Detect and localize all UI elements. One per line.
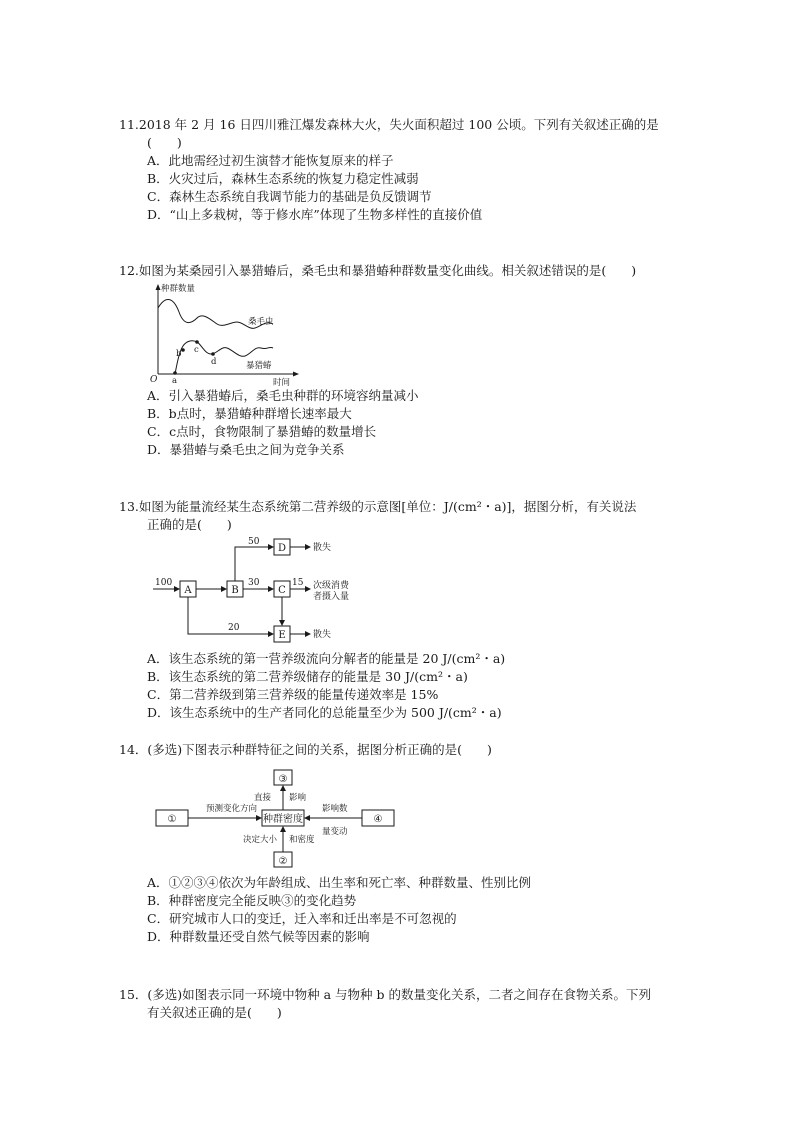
q11-stem: 11.2018 年 2 月 16 日四川雅江爆发森林大火，失火面积超过 100 公顷。下列有关叙述正确的是 [119,117,659,132]
q14-option-a: A．①②③④依次为年龄组成、出生率和死亡率、种群数量、性别比例 [147,875,532,890]
q12-y-arrow [156,284,161,290]
q12-label-c: c [194,345,199,355]
q12-point-a [173,371,177,375]
q14-node-2: ② [278,856,288,867]
q12-label-d: d [211,357,217,367]
q12-option-a: A．引入暴猎蝽后，桑毛虫种群的环境容纳量减小 [147,388,419,403]
q11-option-b: B．火灾过后，森林生态系统的恢复力稳定性减弱 [147,171,419,186]
q12-series-1-label: 桑毛虫 [248,317,274,327]
q14-label-bottom-1: 决定大小 [243,835,278,845]
q14-label-right-2: 量变动 [322,827,348,837]
q13-lost-2: 散失 [313,630,332,640]
q13-value-50: 50 [248,537,260,547]
q14-node-3: ③ [278,774,288,785]
q12-y-label: 种群数量 [161,284,196,294]
q15-stem-cont: 有关叙述正确的是( ) [147,1005,282,1020]
q13-next-level-line1: 次级消费 [313,581,350,591]
q13-value-30: 30 [248,578,260,588]
q14-node-4: ④ [373,814,383,825]
q14-option-c: C．研究城市人口的变迁，迁入率和迁出率是不可忽视的 [147,911,457,926]
q13-energy-flow-figure [150,534,370,646]
q12-x-label: 时间 [273,378,291,388]
q14-label-bottom-2: 和密度 [289,835,315,845]
q13-box-a-label: A [184,585,192,596]
q13-stem-cont: 正确的是( ) [147,517,232,532]
q11-option-c: C．森林生态系统自我调节能力的基础是负反馈调节 [147,189,432,204]
q14-option-b: B．种群密度完全能反映③的变化趋势 [147,893,357,908]
q13-arrow-b-d [235,547,273,581]
q12-origin: O [150,375,158,385]
q14-label-right-1: 影响数 [322,804,348,814]
q13-box-c-label: C [278,585,286,596]
q12-point-c [195,340,199,344]
q12-option-d: D．暴猎蝽与桑毛虫之间为竞争关系 [147,442,345,457]
q12-x-arrow [293,372,299,377]
q13-option-c: C．第二营养级到第三营养级的能量传递效率是 15% [147,687,439,702]
q13-option-a: A．该生态系统的第一营养级流向分解者的能量是 20 J/(cm²・a) [147,651,506,666]
q14-stem: 14．(多选)下图表示种群特征之间的关系，据图分析正确的是( ) [119,742,492,757]
q11-option-d: D．“山上多栽树，等于修水库”体现了生物多样性的直接价值 [147,207,483,222]
q12-label-b: b [176,349,182,359]
q12-option-c: C．c点时，食物限制了暴猎蝽的数量增长 [147,424,377,439]
q11-answer-blank: ( ) [147,135,182,150]
q12-population-figure [145,282,305,388]
q13-next-level-line2: 者摄入量 [313,592,350,602]
q14-option-d: D．种群数量还受自然气候等因素的影响 [147,929,370,944]
q13-value-20: 20 [228,623,240,633]
q12-point-b [181,348,185,352]
q13-option-b: B．该生态系统的第二营养级储存的能量是 30 J/(cm²・a) [147,669,468,684]
q15-stem: 15．(多选)如图表示同一环境中物种 a 与物种 b 的数量变化关系，二者之间存在食物关系。下列 [119,987,652,1002]
q13-box-d-label: D [277,543,287,554]
q13-box-e-label: E [278,630,286,641]
q12-stem: 12.如图为某桑园引入暴猎蝽后，桑毛虫和暴猎蝽种群数量变化曲线。相关叙述错误的是( ) [119,263,637,278]
q12-option-b: B．b点时，暴猎蝽种群增长速率最大 [147,406,352,421]
q14-node-1: ① [167,814,177,825]
q13-option-d: D．该生态系统中的生产者同化的总能量至少为 500 J/(cm²・a) [147,705,502,720]
q12-point-d [211,352,215,356]
q14-label-left: 预测变化方向 [206,804,258,814]
q13-lost-1: 散失 [313,543,332,553]
q14-center-label: 种群密度 [263,814,303,825]
q12-label-a: a [172,376,178,386]
q13-box-b-label: B [231,585,239,596]
q14-label-top-2: 影响 [289,793,307,803]
q13-value-15: 15 [292,578,304,588]
q14-population-traits-figure [150,766,400,870]
q13-value-100: 100 [155,578,173,588]
q13-stem: 13.如图为能量流经某生态系统第二营养级的示意图[单位：J/(cm²・a)]，据图分析，有关说法 [119,499,637,514]
q12-series-2-label: 暴猎蝽 [246,361,272,371]
q14-label-top-1: 直接 [254,793,272,803]
q11-option-a: A．此地需经过初生演替才能恢复原来的样子 [147,153,394,168]
